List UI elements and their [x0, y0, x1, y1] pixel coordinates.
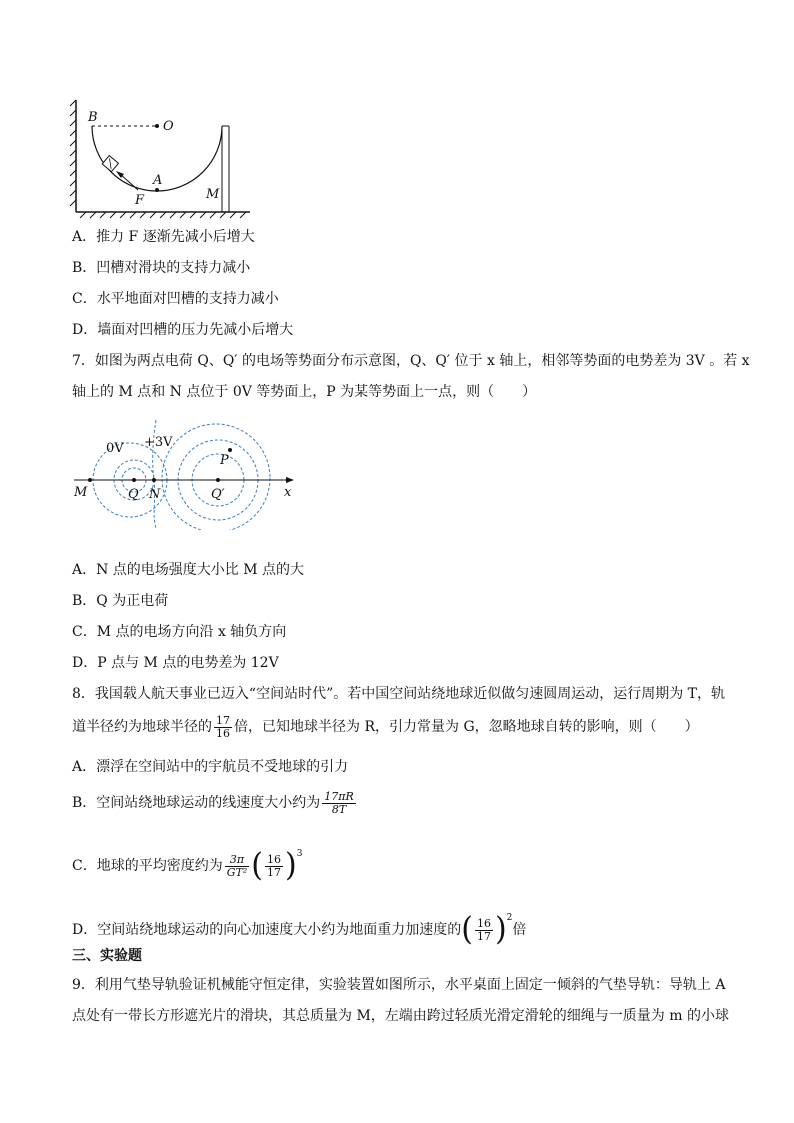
- q8-option-d: [72, 900, 526, 948]
- right-paren: ): [494, 911, 507, 948]
- q6-option-b: B．凹槽对滑块的支持力减小: [72, 260, 251, 276]
- section-heading: 三、实验题: [72, 948, 142, 964]
- q9-stem-line1: 9．利用气垫导轨验证机械能守恒定律，实验装置如图所示，水平桌面上固定一倾斜的气垫导轨：导轨上 A: [72, 977, 726, 993]
- fraction-numerator: 3π: [225, 854, 250, 867]
- left-paren: (: [251, 847, 263, 884]
- q6-option-d: D．墙面对凹槽的压力先减小后增大: [72, 322, 294, 338]
- label-0V: 0V: [106, 441, 124, 456]
- q7-option-a: A．N 点的电场强度大小比 M 点的大: [72, 562, 305, 578]
- fraction-denominator: 17: [476, 929, 491, 943]
- q8-radius-fraction: [214, 715, 232, 740]
- fraction-denominator: 8T: [331, 802, 347, 816]
- q7-option-c: C．M 点的电场方向沿 x 轴负方向: [72, 624, 287, 640]
- label-F: F: [135, 193, 145, 208]
- label-M: M: [74, 485, 88, 500]
- q8-stem-part2: 倍，已知地球半径为 R，引力常量为 G，忽略地球自转的影响，则（ ）: [234, 719, 699, 735]
- q8-option-c-exponent: 3: [296, 849, 303, 859]
- left-paren: (: [461, 911, 473, 948]
- fraction-denominator: GT²: [226, 865, 248, 879]
- q8-option-b-fraction: [322, 791, 356, 816]
- q8-stem-line1: 8．我国载人航天事业已迈入“空间站时代”。若中国空间站绕地球近似做匀速圆周运动，运行周期为 T，轨: [72, 686, 726, 702]
- fraction-numerator: 17πR: [324, 789, 354, 803]
- q6-option-a: A．推力 F 逐渐先减小后增大: [72, 229, 255, 245]
- label-P: P: [220, 453, 229, 468]
- q8-option-b-text: B．空间站绕地球运动的线速度大小约为: [72, 795, 321, 811]
- fraction-numerator: 16: [476, 916, 491, 930]
- fraction-numerator: 16: [266, 852, 281, 866]
- q8-option-a: A．漂浮在空间站中的宇航员不受地球的引力: [72, 759, 349, 775]
- q8-option-c-fraction: [225, 854, 250, 879]
- q8-option-d-fraction: [475, 918, 493, 943]
- q8-option-c: [72, 836, 302, 884]
- q8-stem-part1: 道半径约为地球半径的: [72, 719, 212, 735]
- q7-option-b: B．Q 为正电荷: [72, 593, 169, 609]
- q7-stem-line2: 轴上的 M 点和 N 点位于 0V 等势面上，P 为某等势面上一点，则（ ）: [72, 384, 537, 400]
- label-M: M: [206, 187, 220, 202]
- q6-option-c: C．水平地面对凹槽的支持力减小: [72, 291, 279, 307]
- fraction-denominator: 17: [266, 865, 281, 879]
- q8-option-d-suffix: 倍: [512, 922, 527, 938]
- equipotential-figure: [66, 410, 302, 530]
- q8-stem-line2: [72, 712, 699, 742]
- q8-option-d-text: D．空间站绕地球运动的向心加速度大小约为地面重力加速度的: [72, 922, 462, 938]
- label-O: O: [163, 119, 174, 134]
- label-Q-prime: Q′: [211, 487, 225, 502]
- q7-option-d: D．P 点与 M 点的电势差为 12V: [72, 655, 279, 671]
- q7-stem-line1: 7．如图为两点电荷 Q、Q′ 的电场等势面分布示意图，Q、Q′ 位于 x 轴上，相邻等势面的电势差为 3V 。若 x: [72, 353, 750, 369]
- label-N: N: [149, 487, 161, 502]
- q8-option-c-inner-fraction: [265, 854, 283, 879]
- q9-stem-line2: 点处有一带长方形遮光片的滑块，其总质量为 M，左端由跨过轻质光滑定滑轮的细绳与一质量为 m 的小球: [72, 1008, 729, 1024]
- q8-option-b: [72, 788, 358, 818]
- label-A: A: [153, 173, 163, 188]
- label-x: x: [284, 485, 292, 500]
- fraction-numerator: 17: [216, 713, 230, 727]
- fraction-denominator: 16: [216, 726, 230, 740]
- q8-option-d-exponent: 2: [506, 913, 513, 923]
- groove-figure: [66, 96, 256, 222]
- label-Q: Q: [128, 487, 139, 502]
- q8-option-c-text: C．地球的平均密度约为: [72, 858, 223, 874]
- label-B: B: [88, 110, 98, 125]
- label-plus3V: +3V: [144, 435, 173, 450]
- right-paren: ): [284, 847, 297, 884]
